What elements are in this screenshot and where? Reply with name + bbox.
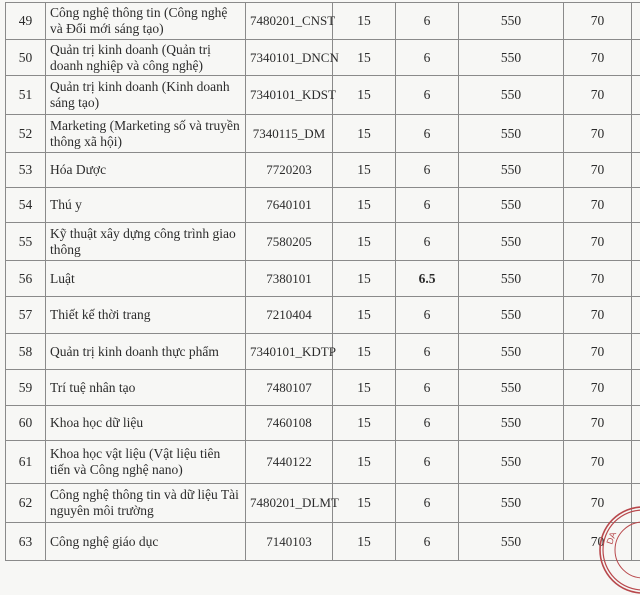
value-col-3: 550	[459, 188, 564, 223]
program-name: Quản trị kinh doanh (Kinh doanh sáng tạo)	[46, 76, 246, 115]
value-col-1: 15	[333, 76, 396, 115]
value-col-1: 15	[333, 3, 396, 40]
table-row	[6, 40, 640, 76]
value-col-1: 15	[333, 370, 396, 406]
program-code: 7480107	[246, 370, 333, 406]
value-col-5	[632, 370, 640, 406]
value-col-4: 70	[564, 3, 632, 40]
value-col-4: 70	[564, 188, 632, 223]
program-code: 7340115_DM	[246, 115, 333, 153]
table-body	[6, 3, 640, 561]
value-col-3: 550	[459, 406, 564, 441]
program-name: Khoa học dữ liệu	[46, 406, 246, 441]
value-col-5	[632, 297, 640, 334]
program-code: 7340101_KDST	[246, 76, 333, 115]
row-number: 59	[6, 370, 46, 406]
value-col-3: 550	[459, 484, 564, 523]
table-row	[6, 484, 640, 523]
value-col-5	[632, 188, 640, 223]
value-col-3: 550	[459, 3, 564, 40]
program-code: 7640101	[246, 188, 333, 223]
value-col-5	[632, 223, 640, 261]
value-col-3: 550	[459, 523, 564, 561]
program-name: Công nghệ giáo dục	[46, 523, 246, 561]
value-col-1: 15	[333, 441, 396, 484]
value-col-2: 6	[396, 76, 459, 115]
program-name: Marketing (Marketing số và truyền thông xã hội)	[46, 115, 246, 153]
row-number: 51	[6, 76, 46, 115]
value-col-2: 6	[396, 297, 459, 334]
value-col-1: 15	[333, 40, 396, 76]
value-col-4: 70	[564, 484, 632, 523]
value-col-2: 6	[396, 115, 459, 153]
program-code: 7480201_CNST	[246, 3, 333, 40]
program-code: 7340101_DNCN	[246, 40, 333, 76]
value-col-4: 70	[564, 523, 632, 561]
row-number: 60	[6, 406, 46, 441]
program-name: Công nghệ thông tin và dữ liệu Tài nguyên môi trường	[46, 484, 246, 523]
value-col-5	[632, 153, 640, 188]
value-col-5	[632, 406, 640, 441]
table-row	[6, 153, 640, 188]
value-col-3: 550	[459, 76, 564, 115]
value-col-4: 70	[564, 115, 632, 153]
row-number: 49	[6, 3, 46, 40]
value-col-4: 70	[564, 370, 632, 406]
program-name: Khoa học vật liệu (Vật liệu tiên tiến và Công nghệ nano)	[46, 441, 246, 484]
program-code: 7460108	[246, 406, 333, 441]
value-col-5	[632, 484, 640, 523]
table-row	[6, 223, 640, 261]
value-col-2: 6	[396, 370, 459, 406]
value-col-4: 70	[564, 40, 632, 76]
value-col-4: 70	[564, 223, 632, 261]
value-col-4: 70	[564, 441, 632, 484]
value-col-5	[632, 3, 640, 40]
value-col-3: 550	[459, 115, 564, 153]
value-col-5	[632, 441, 640, 484]
table-row	[6, 523, 640, 561]
table-row	[6, 188, 640, 223]
table-row	[6, 297, 640, 334]
value-col-4: 70	[564, 334, 632, 370]
value-col-2: 6	[396, 523, 459, 561]
value-col-2: 6	[396, 40, 459, 76]
table-row	[6, 261, 640, 297]
value-col-1: 15	[333, 223, 396, 261]
value-col-4: 70	[564, 297, 632, 334]
value-col-3: 550	[459, 223, 564, 261]
value-col-3: 550	[459, 261, 564, 297]
value-col-5	[632, 261, 640, 297]
value-col-5	[632, 40, 640, 76]
value-col-1: 15	[333, 484, 396, 523]
row-number: 52	[6, 115, 46, 153]
value-col-3: 550	[459, 370, 564, 406]
seal-text: DA	[604, 531, 618, 546]
value-col-3: 550	[459, 297, 564, 334]
value-col-1: 15	[333, 334, 396, 370]
value-col-2: 6	[396, 223, 459, 261]
value-col-2: 6.5	[396, 261, 459, 297]
value-col-3: 550	[459, 334, 564, 370]
value-col-3: 550	[459, 441, 564, 484]
program-code: 7140103	[246, 523, 333, 561]
program-name: Luật	[46, 261, 246, 297]
value-col-5	[632, 115, 640, 153]
value-col-4: 70	[564, 153, 632, 188]
program-code: 7440122	[246, 441, 333, 484]
row-number: 57	[6, 297, 46, 334]
value-col-5	[632, 334, 640, 370]
table-row	[6, 334, 640, 370]
row-number: 56	[6, 261, 46, 297]
program-name: Thú y	[46, 188, 246, 223]
value-col-4: 70	[564, 76, 632, 115]
row-number: 53	[6, 153, 46, 188]
row-number: 62	[6, 484, 46, 523]
value-col-5	[632, 76, 640, 115]
row-number: 50	[6, 40, 46, 76]
program-name: Hóa Dược	[46, 153, 246, 188]
value-col-1: 15	[333, 153, 396, 188]
table-row	[6, 76, 640, 115]
program-name: Kỹ thuật xây dựng công trình giao thông	[46, 223, 246, 261]
value-col-2: 6	[396, 484, 459, 523]
program-code: 7380101	[246, 261, 333, 297]
row-number: 55	[6, 223, 46, 261]
value-col-3: 550	[459, 40, 564, 76]
value-col-1: 15	[333, 115, 396, 153]
table-row	[6, 370, 640, 406]
value-col-3: 550	[459, 153, 564, 188]
table-row	[6, 406, 640, 441]
admissions-table	[5, 2, 640, 561]
value-col-2: 6	[396, 334, 459, 370]
table-row	[6, 3, 640, 40]
value-col-4: 70	[564, 406, 632, 441]
program-code: 7210404	[246, 297, 333, 334]
value-col-1: 15	[333, 261, 396, 297]
program-code: 7480201_DLMT	[246, 484, 333, 523]
program-code: 7580205	[246, 223, 333, 261]
value-col-2: 6	[396, 188, 459, 223]
value-col-1: 15	[333, 406, 396, 441]
table-row	[6, 115, 640, 153]
value-col-2: 6	[396, 153, 459, 188]
program-name: Công nghệ thông tin (Công nghệ và Đổi mới sáng tạo)	[46, 3, 246, 40]
value-col-2: 6	[396, 3, 459, 40]
program-name: Quản trị kinh doanh (Quản trị doanh nghiệp và công nghệ)	[46, 40, 246, 76]
row-number: 61	[6, 441, 46, 484]
row-number: 63	[6, 523, 46, 561]
value-col-1: 15	[333, 523, 396, 561]
value-col-4: 70	[564, 261, 632, 297]
row-number: 54	[6, 188, 46, 223]
program-name: Quản trị kinh doanh thực phẩm	[46, 334, 246, 370]
value-col-2: 6	[396, 406, 459, 441]
table-row	[6, 441, 640, 484]
row-number: 58	[6, 334, 46, 370]
program-name: Thiết kế thời trang	[46, 297, 246, 334]
program-code: 7340101_KDTP	[246, 334, 333, 370]
value-col-5	[632, 523, 640, 561]
value-col-1: 15	[333, 188, 396, 223]
value-col-2: 6	[396, 441, 459, 484]
value-col-1: 15	[333, 297, 396, 334]
program-name: Trí tuệ nhân tạo	[46, 370, 246, 406]
program-code: 7720203	[246, 153, 333, 188]
